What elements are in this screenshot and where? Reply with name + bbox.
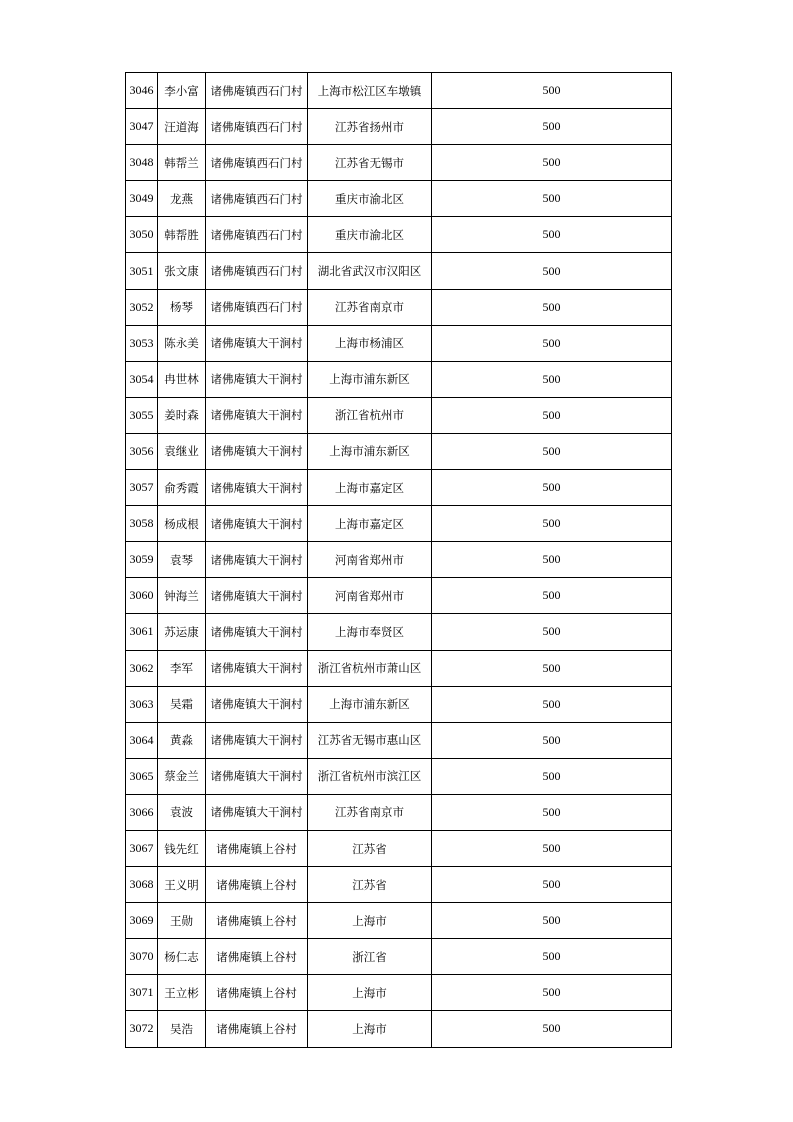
village-name-cell: 诸佛庵镇上谷村 [206, 830, 308, 866]
table-row [126, 650, 672, 686]
row-number-cell: 3053 [126, 325, 158, 361]
village-name-cell: 诸佛庵镇上谷村 [206, 975, 308, 1011]
amount-cell: 500 [432, 939, 672, 975]
row-number-cell: 3071 [126, 975, 158, 1011]
work-location-cell: 上海市 [308, 903, 432, 939]
amount-cell: 500 [432, 830, 672, 866]
row-number-cell: 3058 [126, 506, 158, 542]
person-name-cell: 王立彬 [158, 975, 206, 1011]
table-row [126, 361, 672, 397]
village-name-cell: 诸佛庵镇大干涧村 [206, 470, 308, 506]
village-name-cell: 诸佛庵镇上谷村 [206, 1011, 308, 1047]
work-location-cell: 江苏省 [308, 867, 432, 903]
village-name-cell: 诸佛庵镇大干涧村 [206, 542, 308, 578]
village-name-cell: 诸佛庵镇大干涧村 [206, 397, 308, 433]
row-number-cell: 3054 [126, 361, 158, 397]
row-number-cell: 3060 [126, 578, 158, 614]
table-row [126, 253, 672, 289]
village-name-cell: 诸佛庵镇大干涧村 [206, 650, 308, 686]
work-location-cell: 浙江省杭州市萧山区 [308, 650, 432, 686]
row-number-cell: 3048 [126, 145, 158, 181]
village-name-cell: 诸佛庵镇大干涧村 [206, 722, 308, 758]
work-location-cell: 上海市嘉定区 [308, 506, 432, 542]
table-row [126, 73, 672, 109]
work-location-cell: 江苏省南京市 [308, 794, 432, 830]
amount-cell: 500 [432, 578, 672, 614]
row-number-cell: 3069 [126, 903, 158, 939]
table-row [126, 578, 672, 614]
village-name-cell: 诸佛庵镇大干涧村 [206, 361, 308, 397]
amount-cell: 500 [432, 217, 672, 253]
table-row [126, 1011, 672, 1047]
person-name-cell: 蔡金兰 [158, 758, 206, 794]
amount-cell: 500 [432, 686, 672, 722]
amount-cell: 500 [432, 73, 672, 109]
amount-cell: 500 [432, 253, 672, 289]
village-name-cell: 诸佛庵镇大干涧村 [206, 578, 308, 614]
village-name-cell: 诸佛庵镇西石门村 [206, 73, 308, 109]
row-number-cell: 3046 [126, 73, 158, 109]
person-name-cell: 俞秀霞 [158, 470, 206, 506]
table-row [126, 867, 672, 903]
amount-cell: 500 [432, 289, 672, 325]
work-location-cell: 上海市奉贤区 [308, 614, 432, 650]
table-row [126, 145, 672, 181]
person-name-cell: 龙燕 [158, 181, 206, 217]
village-name-cell: 诸佛庵镇上谷村 [206, 867, 308, 903]
amount-cell: 500 [432, 109, 672, 145]
person-name-cell: 吴霜 [158, 686, 206, 722]
row-number-cell: 3065 [126, 758, 158, 794]
amount-cell: 500 [432, 506, 672, 542]
table-body [126, 73, 672, 1048]
row-number-cell: 3062 [126, 650, 158, 686]
village-name-cell: 诸佛庵镇西石门村 [206, 181, 308, 217]
row-number-cell: 3056 [126, 433, 158, 469]
person-name-cell: 韩帮兰 [158, 145, 206, 181]
table-row [126, 975, 672, 1011]
work-location-cell: 江苏省扬州市 [308, 109, 432, 145]
village-name-cell: 诸佛庵镇西石门村 [206, 109, 308, 145]
work-location-cell: 重庆市渝北区 [308, 181, 432, 217]
person-name-cell: 汪道海 [158, 109, 206, 145]
row-number-cell: 3067 [126, 830, 158, 866]
person-name-cell: 钱先红 [158, 830, 206, 866]
table-row [126, 794, 672, 830]
table-row [126, 506, 672, 542]
person-name-cell: 李军 [158, 650, 206, 686]
table-row [126, 470, 672, 506]
work-location-cell: 上海市浦东新区 [308, 433, 432, 469]
person-name-cell: 陈永美 [158, 325, 206, 361]
amount-cell: 500 [432, 975, 672, 1011]
person-name-cell: 袁继业 [158, 433, 206, 469]
amount-cell: 500 [432, 470, 672, 506]
village-name-cell: 诸佛庵镇大干涧村 [206, 433, 308, 469]
data-table [125, 72, 672, 1048]
table-row [126, 289, 672, 325]
table-row [126, 433, 672, 469]
person-name-cell: 杨仁志 [158, 939, 206, 975]
work-location-cell: 重庆市渝北区 [308, 217, 432, 253]
work-location-cell: 江苏省南京市 [308, 289, 432, 325]
person-name-cell: 钟海兰 [158, 578, 206, 614]
row-number-cell: 3052 [126, 289, 158, 325]
row-number-cell: 3051 [126, 253, 158, 289]
person-name-cell: 韩帮胜 [158, 217, 206, 253]
row-number-cell: 3050 [126, 217, 158, 253]
amount-cell: 500 [432, 325, 672, 361]
amount-cell: 500 [432, 1011, 672, 1047]
village-name-cell: 诸佛庵镇西石门村 [206, 253, 308, 289]
work-location-cell: 浙江省杭州市滨江区 [308, 758, 432, 794]
work-location-cell: 江苏省无锡市惠山区 [308, 722, 432, 758]
person-name-cell: 李小富 [158, 73, 206, 109]
work-location-cell: 河南省郑州市 [308, 542, 432, 578]
village-name-cell: 诸佛庵镇大干涧村 [206, 758, 308, 794]
table-row [126, 830, 672, 866]
row-number-cell: 3070 [126, 939, 158, 975]
row-number-cell: 3066 [126, 794, 158, 830]
table-row [126, 939, 672, 975]
village-name-cell: 诸佛庵镇大干涧村 [206, 794, 308, 830]
amount-cell: 500 [432, 181, 672, 217]
work-location-cell: 河南省郑州市 [308, 578, 432, 614]
row-number-cell: 3055 [126, 397, 158, 433]
person-name-cell: 袁波 [158, 794, 206, 830]
table-row [126, 181, 672, 217]
amount-cell: 500 [432, 722, 672, 758]
amount-cell: 500 [432, 794, 672, 830]
row-number-cell: 3057 [126, 470, 158, 506]
work-location-cell: 上海市松江区车墩镇 [308, 73, 432, 109]
work-location-cell: 上海市杨浦区 [308, 325, 432, 361]
village-name-cell: 诸佛庵镇西石门村 [206, 145, 308, 181]
table-row [126, 109, 672, 145]
work-location-cell: 上海市浦东新区 [308, 361, 432, 397]
person-name-cell: 姜时森 [158, 397, 206, 433]
village-name-cell: 诸佛庵镇大干涧村 [206, 614, 308, 650]
village-name-cell: 诸佛庵镇大干涧村 [206, 686, 308, 722]
table-row [126, 542, 672, 578]
village-name-cell: 诸佛庵镇上谷村 [206, 939, 308, 975]
work-location-cell: 浙江省杭州市 [308, 397, 432, 433]
table-row [126, 614, 672, 650]
work-location-cell: 湖北省武汉市汉阳区 [308, 253, 432, 289]
amount-cell: 500 [432, 361, 672, 397]
row-number-cell: 3072 [126, 1011, 158, 1047]
amount-cell: 500 [432, 397, 672, 433]
amount-cell: 500 [432, 903, 672, 939]
amount-cell: 500 [432, 758, 672, 794]
table-row [126, 722, 672, 758]
row-number-cell: 3064 [126, 722, 158, 758]
person-name-cell: 袁琴 [158, 542, 206, 578]
row-number-cell: 3047 [126, 109, 158, 145]
amount-cell: 500 [432, 145, 672, 181]
person-name-cell: 杨琴 [158, 289, 206, 325]
person-name-cell: 黄淼 [158, 722, 206, 758]
work-location-cell: 上海市 [308, 1011, 432, 1047]
amount-cell: 500 [432, 867, 672, 903]
amount-cell: 500 [432, 650, 672, 686]
table-row [126, 758, 672, 794]
work-location-cell: 江苏省 [308, 830, 432, 866]
person-name-cell: 杨成根 [158, 506, 206, 542]
work-location-cell: 上海市浦东新区 [308, 686, 432, 722]
row-number-cell: 3049 [126, 181, 158, 217]
person-name-cell: 冉世林 [158, 361, 206, 397]
work-location-cell: 江苏省无锡市 [308, 145, 432, 181]
table-row [126, 686, 672, 722]
table-row [126, 397, 672, 433]
amount-cell: 500 [432, 614, 672, 650]
table-row [126, 217, 672, 253]
row-number-cell: 3063 [126, 686, 158, 722]
person-name-cell: 苏运康 [158, 614, 206, 650]
village-name-cell: 诸佛庵镇上谷村 [206, 903, 308, 939]
village-name-cell: 诸佛庵镇大干涧村 [206, 506, 308, 542]
village-name-cell: 诸佛庵镇西石门村 [206, 217, 308, 253]
village-name-cell: 诸佛庵镇西石门村 [206, 289, 308, 325]
work-location-cell: 浙江省 [308, 939, 432, 975]
village-name-cell: 诸佛庵镇大干涧村 [206, 325, 308, 361]
row-number-cell: 3061 [126, 614, 158, 650]
row-number-cell: 3068 [126, 867, 158, 903]
person-name-cell: 张文康 [158, 253, 206, 289]
amount-cell: 500 [432, 433, 672, 469]
person-name-cell: 吴浩 [158, 1011, 206, 1047]
work-location-cell: 上海市 [308, 975, 432, 1011]
table-row [126, 903, 672, 939]
row-number-cell: 3059 [126, 542, 158, 578]
work-location-cell: 上海市嘉定区 [308, 470, 432, 506]
person-name-cell: 王勋 [158, 903, 206, 939]
person-name-cell: 王义明 [158, 867, 206, 903]
amount-cell: 500 [432, 542, 672, 578]
table-row [126, 325, 672, 361]
